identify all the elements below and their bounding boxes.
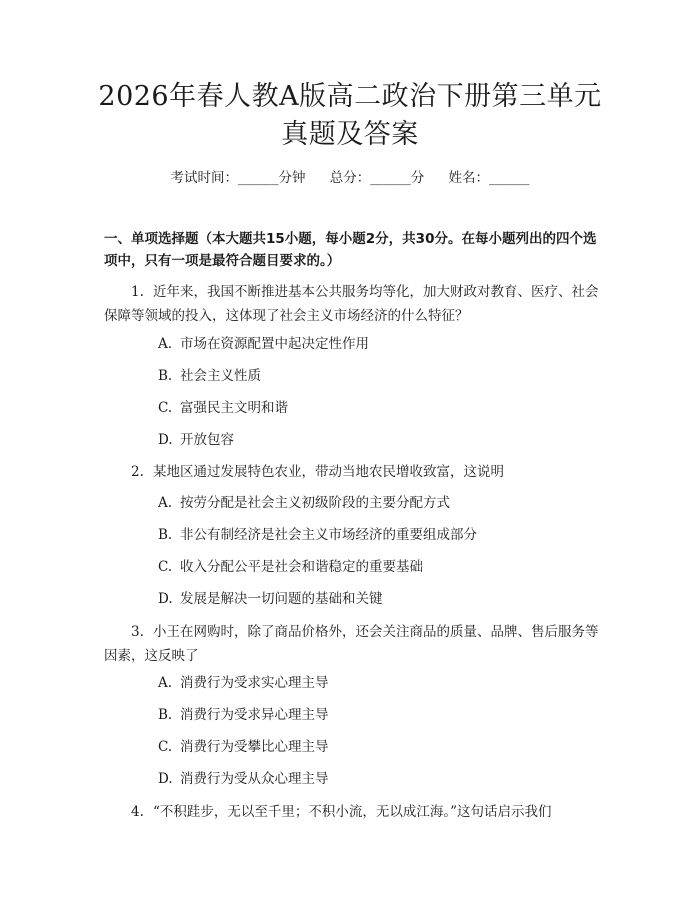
option-text: 开放包容	[180, 432, 234, 448]
exam-score: 总分：______分	[329, 170, 425, 186]
option-letter: D.	[158, 771, 173, 787]
question-1	[104, 280, 602, 328]
question-3-option-a	[158, 673, 598, 693]
option-letter: C.	[158, 400, 173, 416]
option-letter: B.	[158, 527, 173, 543]
option-text: 消费行为受求实心理主导	[180, 675, 329, 691]
question-number: 2.	[131, 464, 144, 480]
question-4	[104, 800, 602, 824]
option-text: 市场在资源配置中起决定性作用	[180, 336, 369, 352]
question-text: 近年来，我国不断推进基本公共服务均等化，加大财政对教育、医疗、社会保障等领域的投入，这体现了社会主义市场经济的什么特征？	[104, 284, 599, 324]
exam-meta	[0, 168, 700, 188]
option-letter: C.	[158, 739, 173, 755]
question-text: 某地区通过发展特色农业，带动当地农民增收致富，这说明	[153, 464, 504, 480]
option-text: 消费行为受求异心理主导	[180, 707, 329, 723]
option-letter: D.	[158, 432, 173, 448]
question-3-option-d	[158, 769, 598, 789]
option-letter: A.	[158, 495, 173, 511]
question-1-option-b	[158, 366, 598, 386]
question-2	[104, 460, 602, 484]
question-text: 小王在网购时，除了商品价格外，还会关注商品的质量、品牌、售后服务等因素，这反映了	[104, 624, 599, 664]
question-2-option-d	[158, 589, 598, 609]
question-1-option-d	[158, 430, 598, 450]
question-3	[104, 620, 602, 668]
option-letter: B.	[158, 707, 173, 723]
question-number: 4.	[131, 804, 144, 820]
option-letter: C.	[158, 559, 173, 575]
option-letter: A.	[158, 675, 173, 691]
option-text: 富强民主文明和谐	[180, 400, 288, 416]
question-3-option-b	[158, 705, 598, 725]
question-3-option-c	[158, 737, 598, 757]
question-1-option-c	[158, 398, 598, 418]
question-number: 1.	[131, 284, 144, 300]
exam-time: 考试时间：______分钟	[170, 170, 306, 186]
question-2-option-c	[158, 557, 598, 577]
option-letter: D.	[158, 591, 173, 607]
question-text: “不积跬步，无以至千里；不积小流，无以成江海。”这句话启示我们	[153, 804, 552, 820]
exam-name: 姓名：______	[448, 170, 530, 186]
option-text: 非公有制经济是社会主义市场经济的重要组成部分	[180, 527, 477, 543]
option-text: 消费行为受从众心理主导	[180, 771, 329, 787]
question-number: 3.	[131, 624, 144, 640]
option-text: 消费行为受攀比心理主导	[180, 739, 329, 755]
option-letter: A.	[158, 336, 173, 352]
option-text: 发展是解决一切问题的基础和关键	[180, 591, 383, 607]
option-letter: B.	[158, 368, 173, 384]
question-2-option-a	[158, 493, 598, 513]
option-text: 收入分配公平是社会和谐稳定的重要基础	[180, 559, 423, 575]
question-1-option-a	[158, 334, 598, 354]
option-text: 社会主义性质	[180, 368, 261, 384]
option-text: 按劳分配是社会主义初级阶段的主要分配方式	[180, 495, 450, 511]
section-heading: 一、单项选择题（本大题共15小题，每小题2分，共30分。在每小题列出的四个选项中，只有一项是最符合题目要求的。）	[104, 231, 597, 269]
question-2-option-b	[158, 525, 598, 545]
page-title: 2026年春人教A版高二政治下册第三单元真题及答案	[98, 81, 602, 150]
